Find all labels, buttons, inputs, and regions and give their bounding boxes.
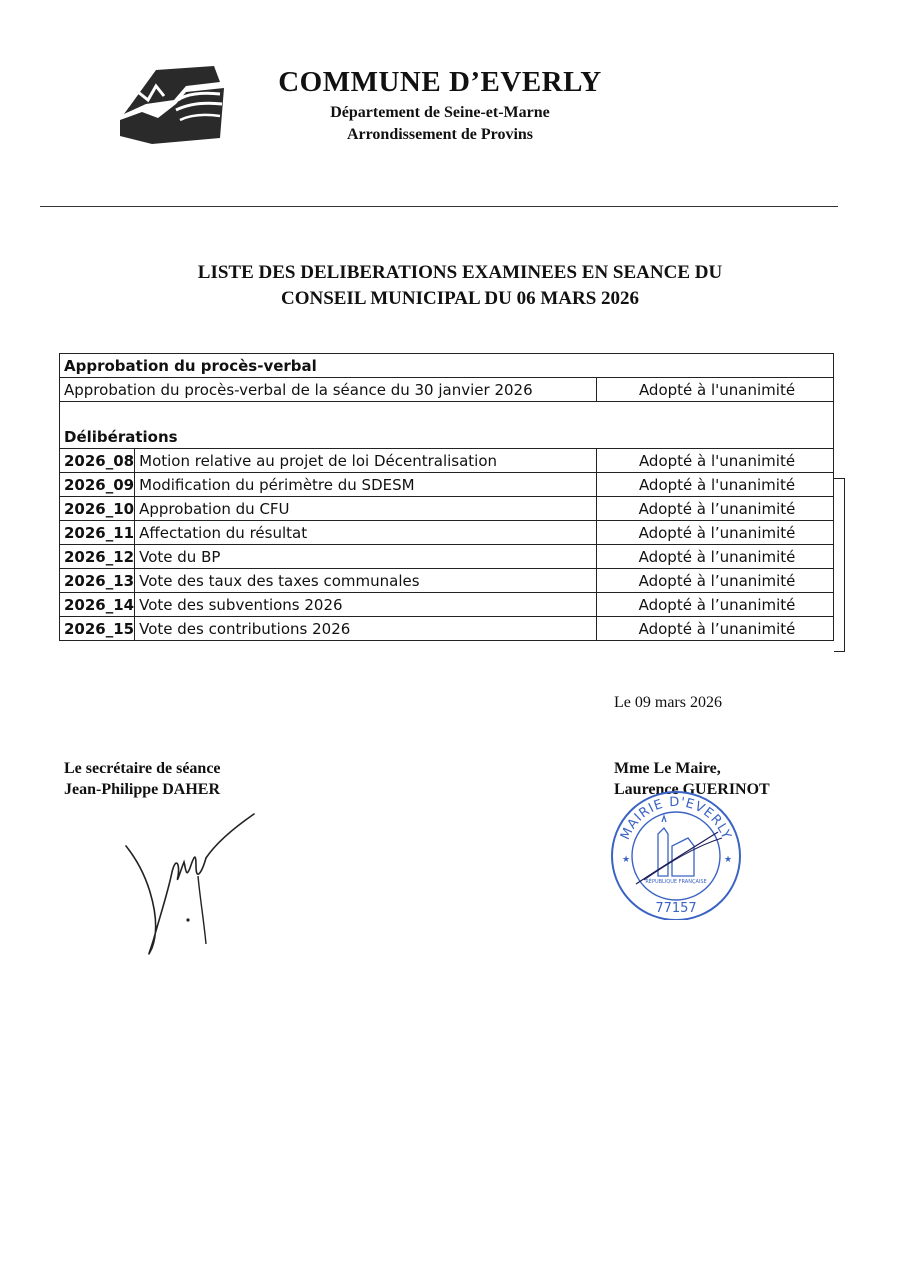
table-row (60, 449, 834, 473)
row-label: Vote du BP (135, 545, 597, 569)
row-code: 2026_09 (60, 473, 135, 497)
row-label: Affectation du résultat (135, 521, 597, 545)
spacer-row (60, 402, 834, 426)
table-row (60, 473, 834, 497)
delib-heading: Délibérations (60, 425, 834, 449)
svg-text:MAIRIE D'EVERLY: MAIRIE D'EVERLY (618, 794, 734, 843)
row-status: Adopté à l’unanimité (597, 617, 834, 641)
document-title (100, 260, 820, 312)
secretary-signature (120, 812, 260, 962)
secretary-name: Jean-Philippe DAHER (64, 781, 221, 798)
row-status: Adopté à l'unanimité (597, 473, 834, 497)
row-status: Adopté à l’unanimité (597, 521, 834, 545)
delib-heading-row (60, 425, 834, 449)
pv-heading-row (60, 354, 834, 378)
spacer-cell (60, 402, 834, 426)
row-code: 2026_12 (60, 545, 135, 569)
row-code: 2026_14 (60, 593, 135, 617)
secretary-role: Le secrétaire de séance (64, 760, 221, 777)
table-row (60, 617, 834, 641)
svg-text:★: ★ (724, 855, 733, 865)
mayor-name: Laurence GUERINOT (614, 781, 770, 798)
commune-logo (116, 56, 232, 148)
table-row (60, 545, 834, 569)
secretary-block (64, 758, 221, 800)
departement-line: Département de Seine-et-Marne (330, 104, 550, 121)
table-extra-column (834, 478, 845, 652)
pv-heading: Approbation du procès-verbal (60, 354, 834, 378)
row-code: 2026_08 (60, 449, 135, 473)
document-date: Le 09 mars 2026 (614, 694, 722, 711)
table-row (60, 569, 834, 593)
table-row (60, 521, 834, 545)
arrondissement-line: Arrondissement de Provins (346, 126, 534, 143)
deliberations-table (59, 353, 834, 641)
row-status: Adopté à l’unanimité (597, 593, 834, 617)
row-status: Adopté à l'unanimité (597, 449, 834, 473)
svg-text:★: ★ (622, 855, 631, 865)
table-row (60, 593, 834, 617)
row-label: Vote des taux des taxes communales (135, 569, 597, 593)
commune-title: COMMUNE D’EVERLY (278, 66, 602, 98)
document-title-line-1: LISTE DES DELIBERATIONS EXAMINEES EN SEANCE DU (197, 262, 723, 283)
row-label: Vote des contributions 2026 (135, 617, 597, 641)
pv-row (60, 378, 834, 402)
mayor-role: Mme Le Maire, (614, 760, 721, 777)
row-label: Approbation du CFU (135, 497, 597, 521)
row-status: Adopté à l’unanimité (597, 497, 834, 521)
pv-label: Approbation du procès-verbal de la séance du 30 janvier 2026 (60, 378, 597, 402)
svg-text:RÉPUBLIQUE FRANÇAISE: RÉPUBLIQUE FRANÇAISE (645, 879, 707, 885)
svg-text:77157: 77157 (655, 901, 697, 916)
pv-status: Adopté à l'unanimité (597, 378, 834, 402)
row-label: Modification du périmètre du SDESM (135, 473, 597, 497)
row-code: 2026_10 (60, 497, 135, 521)
row-code: 2026_11 (60, 521, 135, 545)
mairie-stamp (600, 788, 750, 920)
row-status: Adopté à l’unanimité (597, 545, 834, 569)
document-title-line-2: CONSEIL MUNICIPAL DU 06 MARS 2026 (280, 288, 640, 309)
row-label: Motion relative au projet de loi Décentralisation (135, 449, 597, 473)
row-status: Adopté à l’unanimité (597, 569, 834, 593)
row-code: 2026_13 (60, 569, 135, 593)
header-divider (40, 206, 838, 207)
row-label: Vote des subventions 2026 (135, 593, 597, 617)
row-code: 2026_15 (60, 617, 135, 641)
table-row (60, 497, 834, 521)
